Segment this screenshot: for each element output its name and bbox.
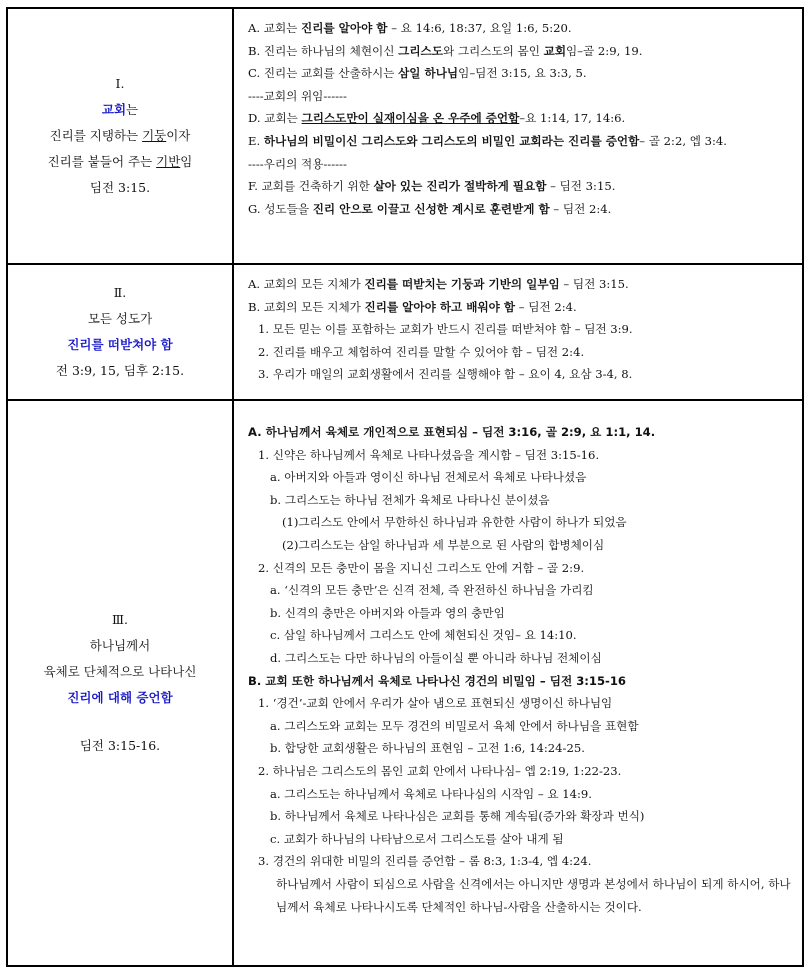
section-2-heading: [8, 265, 234, 399]
point-3a: A. 하나님께서 육체로 개인적으로 표현되심 – 딤전 3:16, 골 2:9, 요 1:1, 14.: [248, 425, 656, 439]
point-2b-3: 3. 우리가 매일의 교회생활에서 진리를 실행해야 함 – 요이 4, 요삼 3-4, 8.: [258, 367, 633, 382]
point-3a-1b-2: (2)그리스도는 삼일 하나님과 세 부분으로 된 사람의 합병체이심: [282, 537, 605, 552]
point-2b-2: 2. 진리를 배우고 체험하여 진리를 말할 수 있어야 함 – 딤전 2:4.: [258, 344, 585, 359]
section-2-line1: 모든 성도가: [87, 311, 153, 326]
point-3b-2: 2. 하나님은 그리스도의 몸인 교회 안에서 나타나심– 엡 2:19, 1:22-23.: [258, 763, 622, 778]
section-2-numeral: Ⅱ.: [113, 285, 127, 300]
outline-table: [6, 7, 804, 967]
point-3b: B. 교회 또한 하나님께서 육체로 나타나신 경건의 비밀임 – 딤전 3:15-16: [248, 673, 626, 688]
divider-our-application: ----우리의 적용------: [248, 156, 347, 171]
section-3-title: 진리에 대해 증언함: [67, 690, 173, 705]
section-2-row: [8, 263, 802, 399]
point-1a: A. 교회는 진리를 알아야 함 – 요 14:6, 18:37, 요일 1:6, 5:20.: [248, 21, 572, 35]
point-3a-2c: c. 삼일 하나님께서 그리스도 안에 체현되신 것임– 요 14:10.: [270, 628, 577, 643]
point-3a-2: 2. 신격의 모든 충만이 몸을 지니신 그리스도 안에 거함 – 골 2:9.: [258, 560, 585, 575]
point-3b-3: 3. 경건의 위대한 비밀의 진리를 증언함 – 롬 8:3, 1:3-4, 엡 4:24.: [258, 854, 592, 869]
section-2-points: [234, 265, 802, 399]
point-2b: B. 교회의 모든 지체가 진리를 알아야 하고 배워야 함 – 딤전 2:4.: [248, 299, 577, 314]
point-3a-2b: b. 신격의 충만은 아버지와 아들과 영의 충만임: [270, 605, 505, 620]
section-3-heading: [8, 401, 234, 965]
point-3a-1: 1. 신약은 하나님께서 육체로 나타나셨음을 계시함 – 딤전 3:15-16.: [258, 447, 600, 462]
point-3b-2b: b. 하나님께서 육체로 나타나심은 교회를 통해 계속됨(증가와 확장과 번식): [270, 809, 645, 824]
point-1b: B. 진리는 하나님의 체현이신 그리스도와 그리스도의 몸인 교회임–골 2:9, 19.: [248, 43, 643, 58]
point-1e: E. 하나님의 비밀이신 그리스도와 그리스도의 비밀인 교회라는 진리를 증언함– 골 2:2, 엡 3:4.: [248, 133, 727, 148]
point-3b-1: 1. ‘경건’-교회 안에서 우리가 살아 냄으로 표현되신 생명이신 하나님임: [258, 696, 613, 711]
point-3a-2d: d. 그리스도는 다만 하나님의 아들이실 뿐 아니라 하나님 전체이심: [270, 650, 602, 665]
section-2-title: 진리를 떠받쳐야 함: [67, 337, 173, 352]
point-3b-3-paragraph: 하나님께서 사람이 되심으로 사람을 신격에서는 아니지만 생명과 본성에서 하나님이 되게 하시어, 하나님께서 육체로 나타나시도록 단체적인 하나님-사람을 산출하시는 것이다.: [276, 876, 791, 914]
section-3-points: [234, 401, 802, 965]
section-1-title: 교회는: [101, 102, 139, 117]
point-1d: D. 교회는 그리스도만이 실재이심을 온 우주에 증언함–요 1:14, 17, 14:6.: [248, 111, 626, 126]
point-3a-1b-1: (1)그리스도 안에서 무한하신 하나님과 유한한 사람이 하나가 되었음: [282, 515, 627, 530]
point-3b-1a: a. 그리스도와 교회는 모두 경건의 비밀로서 육체 안에서 하나님을 표현함: [270, 718, 639, 733]
section-3-row: [8, 399, 802, 965]
section-1-row: [8, 9, 802, 263]
point-3a-1a: a. 아버지와 아들과 영이신 하나님 전체로서 육체로 나타나셨음: [270, 470, 587, 485]
section-1-numeral: Ⅰ.: [115, 76, 125, 91]
point-1g: G. 성도들을 진리 안으로 이끌고 신성한 계시로 훈련받게 함 – 딤전 2:4.: [248, 201, 612, 216]
section-1-heading: [8, 9, 234, 263]
point-1c: C. 진리는 교회를 산출하시는 삼일 하나님임–딤전 3:15, 요 3:3, 5.: [248, 66, 587, 81]
point-2a: A. 교회의 모든 지체가 진리를 떠받치는 기둥과 기반의 일부임 – 딤전 3:15.: [248, 277, 629, 291]
divider-church-commission: ----교회의 위임------: [248, 88, 347, 103]
section-1-line3: 진리를 붙들어 주는 기반임: [47, 154, 193, 169]
section-1-points: [234, 9, 802, 263]
section-2-reference: 전 3:9, 15, 딤후 2:15.: [55, 363, 185, 378]
point-3b-1b: b. 합당한 교회생활은 하나님의 표현임 – 고전 1:6, 14:24-25.: [270, 741, 585, 756]
point-3a-2a: a. ‘신격의 모든 충만’은 신격 전체, 즉 완전하신 하나님을 가리킴: [270, 583, 594, 598]
point-2b-1: 1. 모든 믿는 이를 포함하는 교회가 반드시 진리를 떠받쳐야 함 – 딤전 3:9.: [258, 322, 633, 337]
section-3-line1: 하나님께서: [89, 638, 151, 653]
point-3b-2c: c. 교회가 하나님의 나타남으로서 그리스도를 살아 내게 됨: [270, 831, 564, 846]
section-1-line2: 진리를 지탱하는 기둥이자: [49, 128, 191, 143]
section-3-line2: 육체로 단체적으로 나타나신: [43, 664, 197, 679]
point-3b-2a: a. 그리스도는 하나님께서 육체로 나타나심의 시작임 – 요 14:9.: [270, 786, 592, 801]
point-1f: F. 교회를 건축하기 위한 살아 있는 진리가 절박하게 필요함 – 딤전 3:15.: [248, 179, 616, 194]
section-3-numeral: Ⅲ.: [111, 612, 129, 627]
point-3a-1b: b. 그리스도는 하나님 전체가 육체로 나타나신 분이셨음: [270, 492, 550, 507]
section-1-reference: 딤전 3:15.: [89, 180, 151, 195]
section-3-reference: 딤전 3:15-16.: [79, 738, 161, 753]
